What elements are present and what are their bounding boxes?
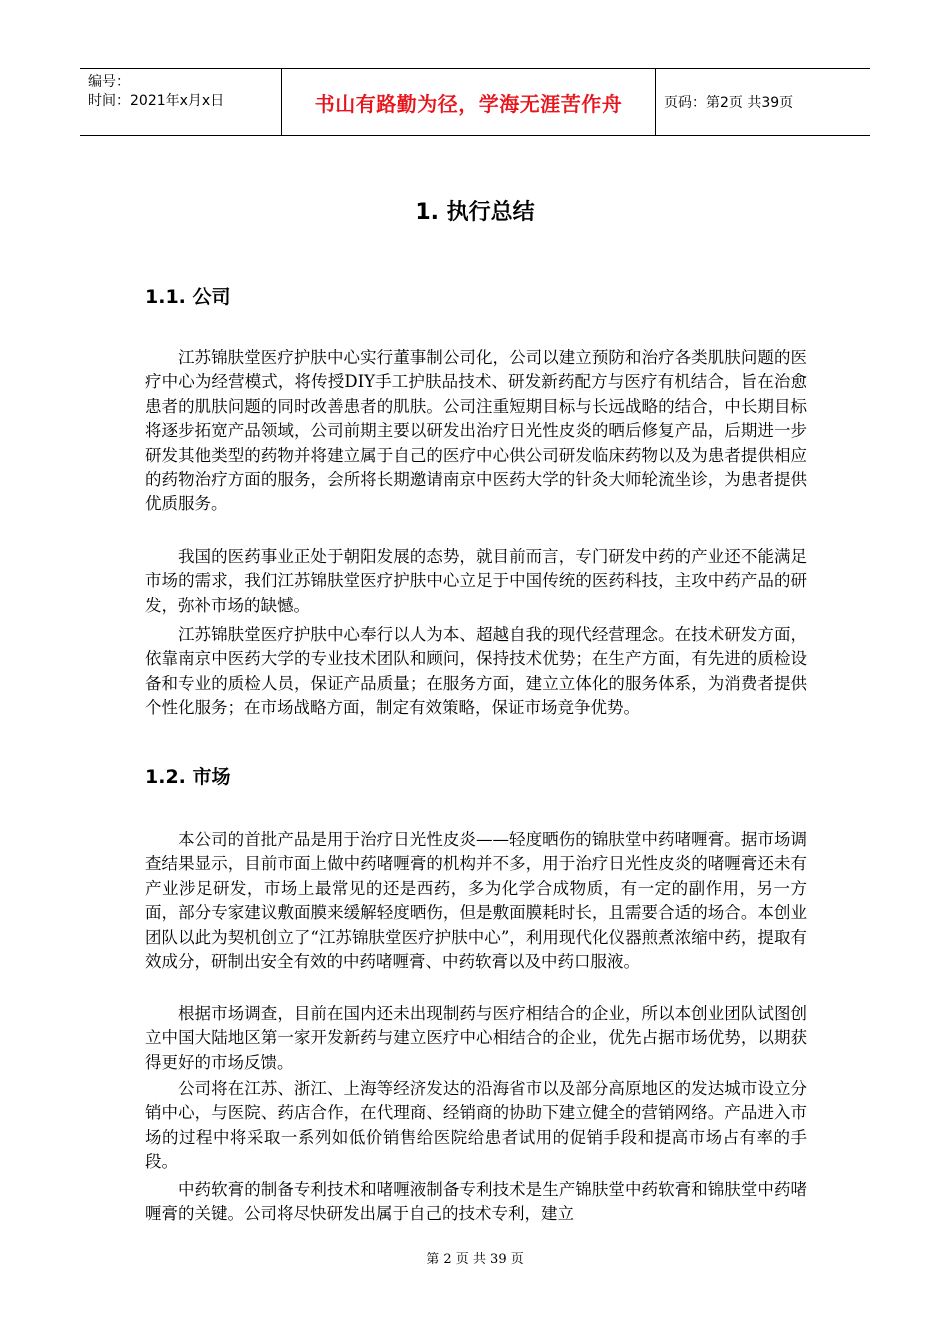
paragraph: 中药软膏的制备专利技术和啫喱液制备专利技术是生产锦肤堂中药软膏和锦肤堂中药啫喱膏的关键。公司将尽快研发出属于自己的技术专利，建立 [145, 1180, 807, 1224]
header-meta [80, 69, 282, 135]
page-footer: 第 2 页 共 39 页 [426, 1252, 524, 1267]
paragraph: 我国的医药事业正处于朝阳发展的态势，就目前而言，专门研发中药的产业还不能满足市场的需求，我们江苏锦肤堂医疗护肤中心立足于中国传统的医药科技，主攻中药产品的研发，弥补市场的缺憾。 [145, 547, 807, 615]
page-header [80, 68, 870, 136]
section-heading-market: 1.2. 市场 [145, 766, 231, 788]
page-title: 1. 执行总结 [415, 200, 535, 225]
paragraph: 公司将在江苏、浙江、上海等经济发达的沿海省市以及部分高原地区的发达城市设立分销中心，与医院、药店合作，在代理商、经销商的协助下建立健全的营销网络。产品进入市场的过程中将采取一系列如低价销售给医院给患者试用的促销手段和提高市场占有率的手段。 [145, 1079, 807, 1172]
paragraph: 江苏锦肤堂医疗护肤中心实行董事制公司化，公司以建立预防和治疗各类肌肤问题的医疗中心为经营模式，将传授DIY手工护肤品技术、研发新药配方与医疗有机结合，旨在治愈患者的肌肤问题的同时改善患者的肌肤。公司注重短期目标与长远战略的结合，中长期目标将逐步拓宽产品领域，公司前期主要以研发出治疗日光性皮炎的晒后修复产品，后期进一步研发其他类型的药物并将建立属于自己的医疗中心供公司研发临床药物以及为患者提供相应的药物治疗方面的服务，会所将长期邀请南京中医药大学的针灸大师轮流坐诊，为患者提供优质服务。 [145, 348, 807, 514]
header-motto: 书山有路勤为径，学海无涯苦作舟 [282, 69, 656, 135]
paragraph: 本公司的首批产品是用于治疗日光性皮炎——轻度晒伤的锦肤堂中药啫喱膏。据市场调查结果显示，目前市面上做中药啫喱膏的机构并不多，用于治疗日光性皮炎的啫喱膏还未有产业涉足研发，市场上最常见的还是西药，多为化学合成物质，有一定的副作用，另一方面，部分专家建议敷面膜来缓解轻度晒伤，但是敷面膜耗时长，且需要合适的场合。本创业团队以此为契机创立了“江苏锦肤堂医疗护肤中心”，利用现代化仪器煎煮浓缩中药，提取有效成分，研制出安全有效的中药啫喱膏、中药软膏以及中药口服液。 [145, 830, 807, 972]
paragraph: 江苏锦肤堂医疗护肤中心奉行以人为本、超越自我的现代经营理念。在技术研发方面，依靠南京中医药大学的专业技术团队和顾问，保持技术优势；在生产方面，有先进的质检设备和专业的质检人员，保证产品质量；在服务方面，建立立体化的服务体系，为消费者提供个性化服务；在市场战略方面，制定有效策略，保证市场竞争优势。 [145, 625, 807, 718]
paragraph: 根据市场调查，目前在国内还未出现制药与医疗相结合的企业，所以本创业团队试图创立中国大陆地区第一家开发新药与建立医疗中心相结合的企业，优先占据市场优势，以期获得更好的市场反馈。 [145, 1004, 807, 1072]
header-page-info: 页码：第2页 共39页 [664, 95, 794, 111]
number-label: 编号： [88, 74, 130, 90]
time-label: 时间：2021年x月x日 [88, 93, 225, 109]
section-heading-company: 1.1. 公司 [145, 286, 231, 308]
